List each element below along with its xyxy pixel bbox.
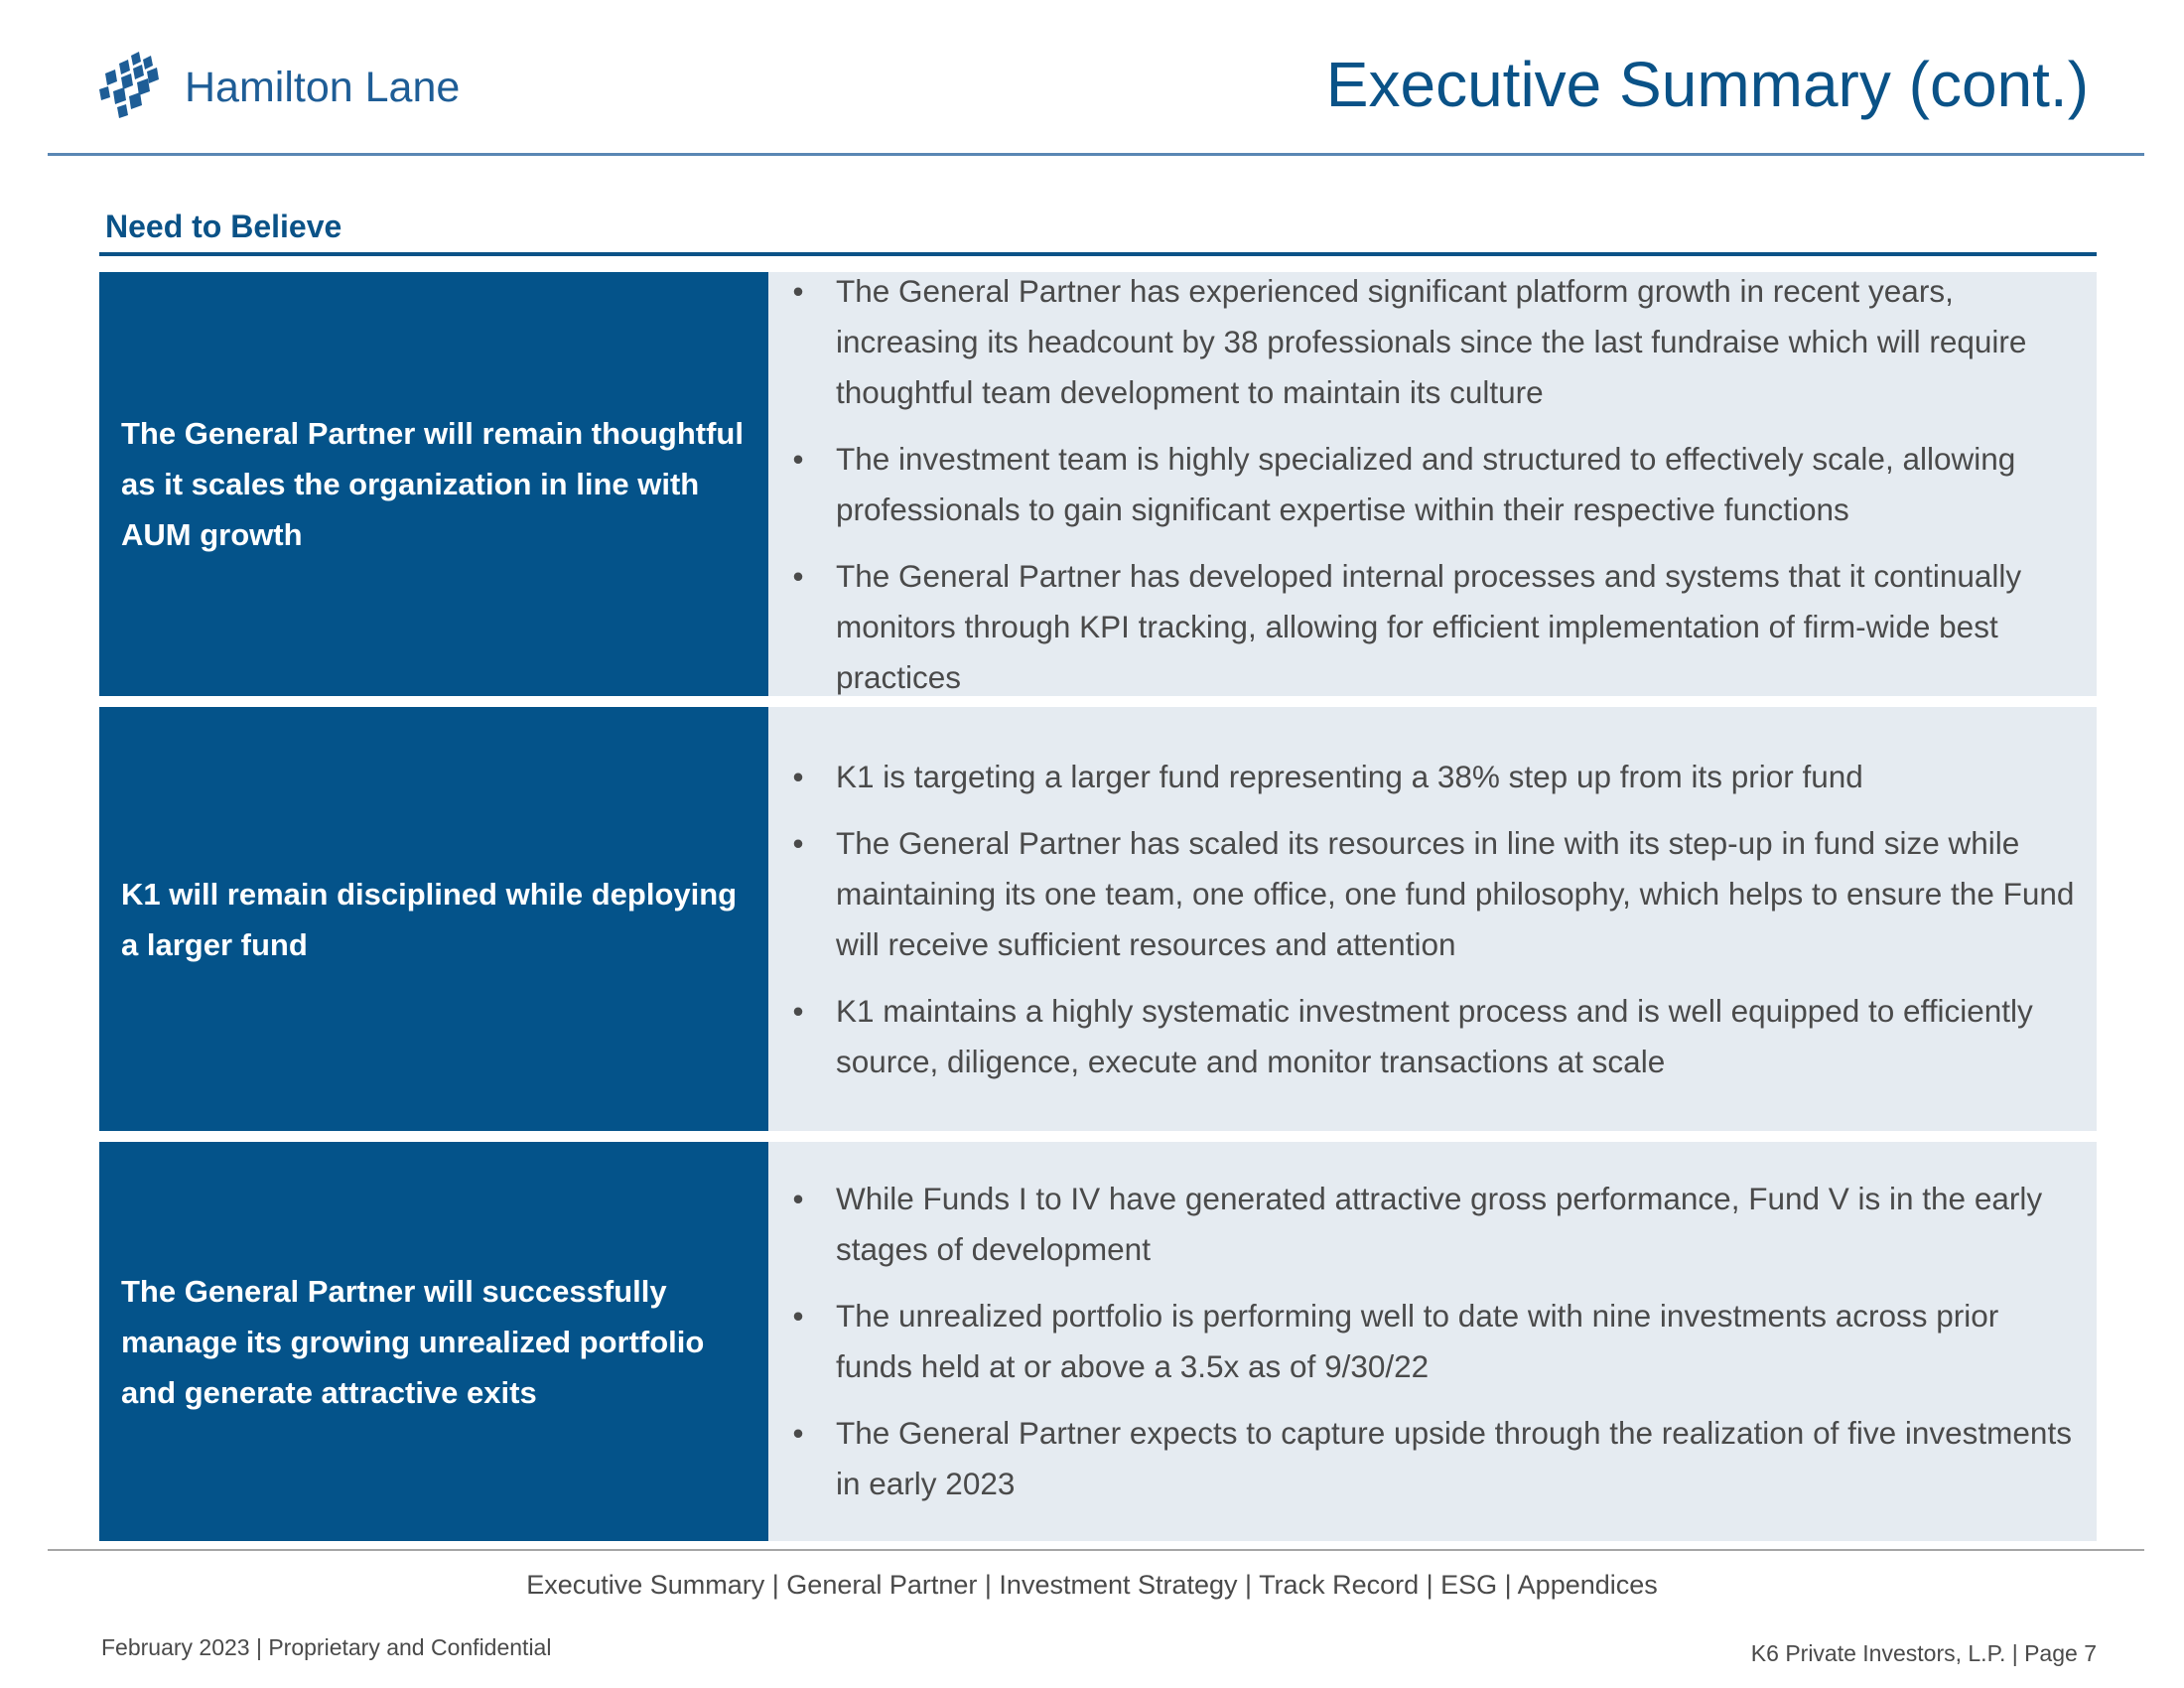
bullet-item	[788, 266, 2075, 418]
section-divider	[99, 252, 2097, 256]
bullet-marker: •	[792, 824, 804, 861]
row-label: The General Partner will successfully manage its growing unrealized portfolio and generate attractive exits	[121, 1273, 705, 1410]
company-logo	[95, 50, 460, 125]
bullet-item	[788, 752, 2075, 802]
bullet-list	[788, 1174, 2075, 1509]
bullet-item	[788, 1174, 2075, 1275]
row-label-panel	[99, 272, 768, 696]
bullet-list	[788, 266, 2075, 703]
believe-row	[99, 1142, 2097, 1541]
bullet-text: The General Partner has scaled its resources in line with its step-up in fund size while maintaining its one team, one office, one fund philosophy, which helps to ensure the Fund will receive sufficient resources and attention	[836, 824, 2075, 962]
bullet-item	[788, 1291, 2075, 1392]
bullet-item	[788, 986, 2075, 1087]
bullet-text: The General Partner has experienced significant platform growth in recent years, increasing its headcount by 38 professionals since the last fundraise which will require thoughtful team development to maintain its culture	[836, 272, 2027, 410]
row-bullets-panel	[768, 272, 2097, 696]
bullet-item	[788, 551, 2075, 703]
bullet-text: K1 maintains a highly systematic investment process and is well equipped to efficiently source, diligence, execute and monitor transactions at scale	[836, 992, 2033, 1079]
bullet-marker: •	[792, 1181, 804, 1216]
believe-row	[99, 707, 2097, 1131]
row-bullets-panel	[768, 707, 2097, 1131]
bullet-item	[788, 434, 2075, 535]
bullet-list	[788, 752, 2075, 1087]
section-navigation: Executive Summary | General Partner | Investment Strategy | Track Record | ESG | Appendices	[526, 1570, 1658, 1600]
bullet-marker: •	[792, 440, 804, 477]
hamilton-lane-logo-icon	[95, 50, 171, 125]
footer-divider	[48, 1549, 2144, 1551]
footer-page-number: K6 Private Investors, L.P. | Page 7	[1750, 1640, 2097, 1666]
bullet-marker: •	[792, 992, 804, 1029]
bullet-item	[788, 818, 2075, 970]
bullet-text: The General Partner expects to capture upside through the realization of five investments in early 2023	[836, 1415, 2072, 1501]
page-title: Executive Summary (cont.)	[1325, 49, 2089, 120]
bullet-text: The unrealized portfolio is performing well to date with nine investments across prior funds held at or above a 3.5x as of 9/30/22	[836, 1298, 1999, 1384]
row-bullets-panel	[768, 1142, 2097, 1541]
bullet-marker: •	[792, 557, 804, 594]
bullet-marker: •	[792, 758, 804, 794]
row-label: K1 will remain disciplined while deploying a larger fund	[121, 876, 738, 962]
bullet-text: While Funds I to IV have generated attractive gross performance, Fund V is in the early stages of development	[836, 1181, 2043, 1267]
bullet-text: The investment team is highly specialized and structured to effectively scale, allowing professionals to gain significant expertise within their respective functions	[836, 440, 2016, 527]
bullet-text: K1 is targeting a larger fund representing a 38% step up from its prior fund	[836, 758, 1863, 794]
bullet-marker: •	[792, 1298, 804, 1334]
believe-row	[99, 272, 2097, 696]
section-heading: Need to Believe	[105, 209, 342, 244]
bullet-item	[788, 1408, 2075, 1509]
row-label-panel	[99, 707, 768, 1131]
bullet-marker: •	[792, 1415, 804, 1451]
row-label-panel	[99, 1142, 768, 1541]
header-divider	[48, 153, 2144, 156]
logo-text: Hamilton Lane	[185, 63, 461, 111]
bullet-marker: •	[792, 272, 804, 309]
bullet-text: The General Partner has developed internal processes and systems that it continually monitors through KPI tracking, allowing for efficient implementation of firm-wide best practices	[836, 557, 2022, 695]
row-label: The General Partner will remain thoughtful as it scales the organization in line with AUM growth	[121, 416, 744, 552]
footer-date-confidentiality: February 2023 | Proprietary and Confidential	[101, 1634, 552, 1660]
